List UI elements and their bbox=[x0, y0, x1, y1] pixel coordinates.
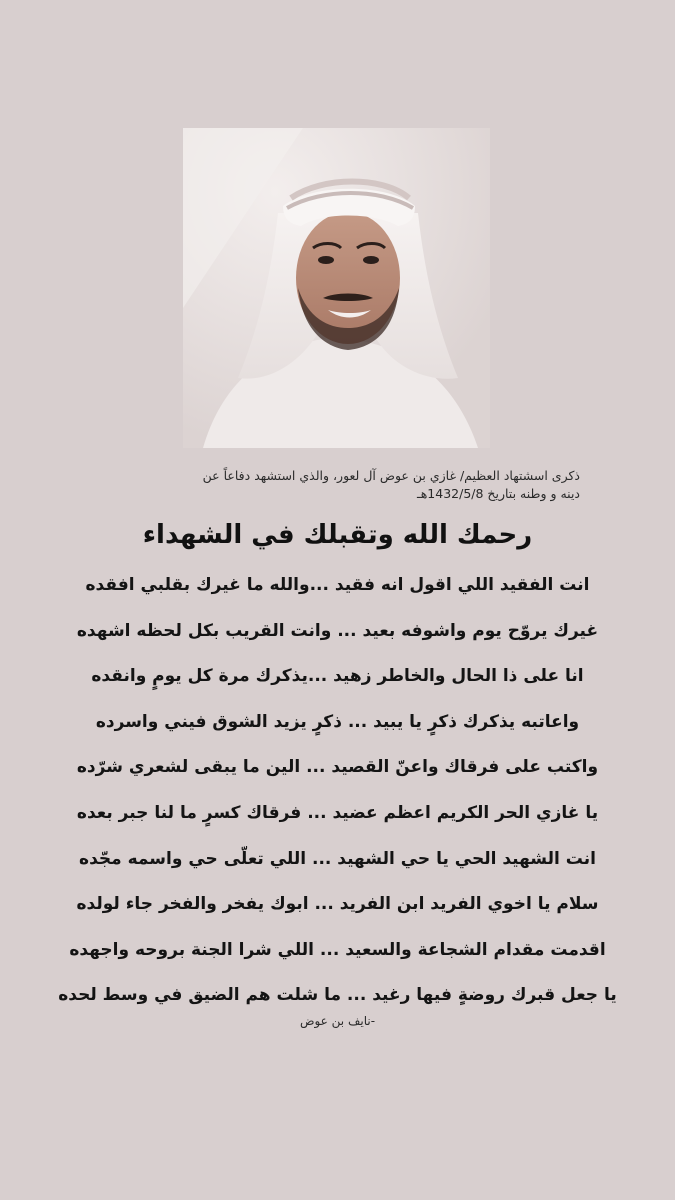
caption-line-2: دينه و وطنه بتاريخ 1432/5/8هـ bbox=[417, 486, 580, 501]
poem-verse: غيرك يروّح يوم واشوفه بعيد ... وانت القريب بكل لحظه اشهده bbox=[76, 620, 599, 641]
poem-verse: اقدمت مقدام الشجاعة والسعيد ... اللي شرا الجنة بروحه واجهده bbox=[69, 939, 606, 960]
poet-signature: -نايف بن عوض bbox=[299, 1014, 376, 1028]
portrait-photo bbox=[183, 128, 490, 448]
poem-verse: انت الفقيد اللي اقول انه فقيد ...والله ما غيرك بقلبي افقده bbox=[85, 575, 590, 595]
caption-line-1: ذكرى اسشتهاد العظيم/ غازي بن عوض آل لعور، والذي استشهد دفاعاً عن bbox=[202, 468, 580, 483]
poem-verse: يا غازي الحر الكريم اعظم عضيد ... فرقاك كسرٍ ما لنا جبر بعده bbox=[76, 802, 599, 823]
memorial-caption bbox=[80, 467, 580, 503]
poem-verse: واكتب على فرقاك واعنّ القصيد ... الين ما يبقى لشعري شرّده bbox=[76, 757, 599, 778]
poem-verse: سلام يا اخوي الفريد ابن الفريد ... ابوك يفخر والفخر جاء لولده bbox=[76, 894, 599, 915]
poem-verse: يا جعل قبرك روضةٍ فيها رغيد ... ما شلت هم الضيق في وسط لحده bbox=[58, 985, 617, 1006]
poem-verse: انت الشهيد الحي يا حي الشهيد ... اللي تعلّى حي واسمه مجّده bbox=[79, 848, 596, 869]
poem-title: رحمك الله وتقبلك في الشهداء bbox=[142, 520, 533, 550]
portrait-illustration bbox=[183, 128, 490, 448]
poem-verse: واعاتبه يذكرك ذكرٍ يا يبيد ... ذكرٍ يزيد الشوق فيني واسرده bbox=[95, 711, 580, 732]
poem-verses bbox=[0, 563, 675, 1019]
poem-verse: انا على ذا الحال والخاطر زهيد ...يذكرك مرة كل يومٍ وانقده bbox=[91, 666, 584, 687]
